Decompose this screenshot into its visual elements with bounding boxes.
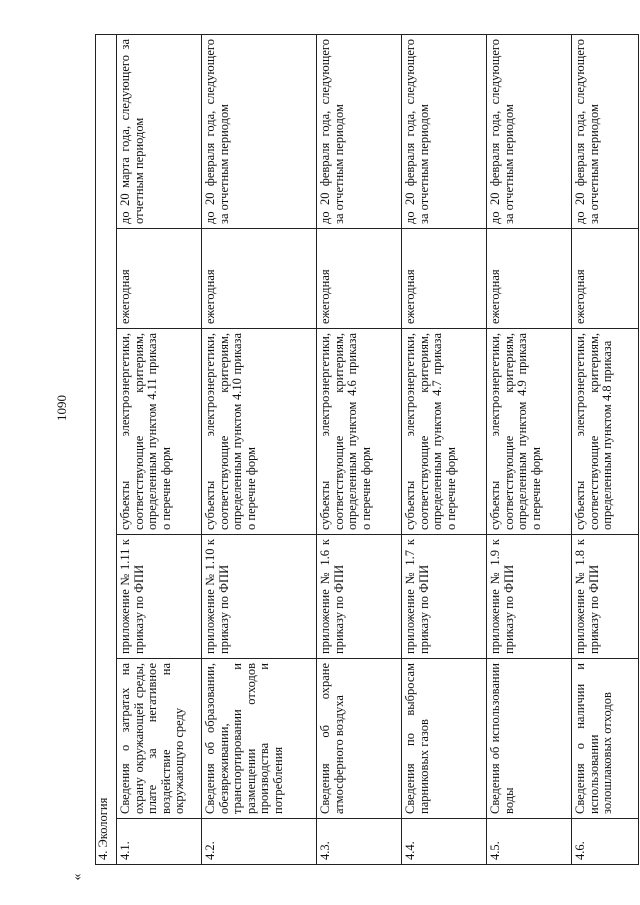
row-deadline: до 20 февраля года, следующего за отчетным периодом xyxy=(487,35,572,229)
open-quote: « xyxy=(70,873,85,881)
row-number: 4.4. xyxy=(402,819,487,865)
row-number: 4.3. xyxy=(317,819,402,865)
row-number: 4.6. xyxy=(572,819,639,865)
row-form: приложение № 1.10 к приказу по ФПИ xyxy=(202,535,317,659)
row-number: 4.5. xyxy=(487,819,572,865)
row-subjects: субъекты электроэнергетики, соответствующие критериям, определенным пунктом 4.7 приказа о перечне форм xyxy=(402,329,487,535)
row-deadline: до 20 февраля года, следующего за отчетным периодом xyxy=(202,35,317,229)
row-period: ежегодная xyxy=(402,229,487,329)
table-row xyxy=(572,35,639,865)
row-name: Сведения об использовании воды xyxy=(487,659,572,819)
row-name: Сведения по выбросам парниковых газов xyxy=(402,659,487,819)
row-deadline: до 20 февраля года, следующего за отчетным периодом xyxy=(317,35,402,229)
row-deadline: до 20 февраля года, следующего за отчетным периодом xyxy=(402,35,487,229)
row-form: приложение № 1.6 к приказу по ФПИ xyxy=(317,535,402,659)
row-form: приложение № 1.7 к приказу по ФПИ xyxy=(402,535,487,659)
section-header-row xyxy=(96,35,117,865)
row-period: ежегодная xyxy=(487,229,572,329)
row-name: Сведения о наличии и использовании золошлаковых отходов xyxy=(572,659,639,819)
table-row xyxy=(317,35,402,865)
section-title: 4. Экология xyxy=(96,35,117,865)
row-subjects: субъекты электроэнергетики, соответствующие критериям, определенным пунктом 4.6 приказа о перечне форм xyxy=(317,329,402,535)
row-form: приложение № 1.8 к приказу по ФПИ xyxy=(572,535,639,659)
row-subjects: субъекты электроэнергетики, соответствующие критериям, определенным пунктом 4.11 приказа о перечне форм xyxy=(117,329,202,535)
rotated-table-container xyxy=(95,35,614,865)
row-subjects: субъекты электроэнергетики, соответствующие критериям, определенным пунктом 4.8 приказа xyxy=(572,329,639,535)
table-row xyxy=(487,35,572,865)
row-deadline: до 20 февраля года, следующего за отчетным периодом xyxy=(572,35,639,229)
row-period: ежегодная xyxy=(202,229,317,329)
table-row xyxy=(117,35,202,865)
row-deadline: до 20 марта года, следующего за отчетным периодом xyxy=(117,35,202,229)
row-name: Сведения о затратах на охрану окружающей среды, плате за негативное воздействие на окружающую среду xyxy=(117,659,202,819)
row-period: ежегодная xyxy=(117,229,202,329)
table-row xyxy=(402,35,487,865)
row-subjects: субъекты электроэнергетики, соответствующие критериям, определенным пунктом 4.9 приказа о перечне форм xyxy=(487,329,572,535)
row-name: Сведения об охране атмосферного воздуха xyxy=(317,659,402,819)
table-row xyxy=(202,35,317,865)
row-form: приложение № 1.9 к приказу по ФПИ xyxy=(487,535,572,659)
row-name: Сведения об образовании, обезвреживании, транспортировании и размещении отходов производства и потребления xyxy=(202,659,317,819)
row-number: 4.2. xyxy=(202,819,317,865)
page-number: 1090 xyxy=(54,395,69,421)
row-number: 4.1. xyxy=(117,819,202,865)
row-form: приложение № 1.11 к приказу по ФПИ xyxy=(117,535,202,659)
row-subjects: субъекты электроэнергетики, соответствующие критериям, определенным пунктом 4.10 приказа о перечне форм xyxy=(202,329,317,535)
ecology-reporting-table xyxy=(95,34,639,865)
row-period: ежегодная xyxy=(572,229,639,329)
row-period: ежегодная xyxy=(317,229,402,329)
